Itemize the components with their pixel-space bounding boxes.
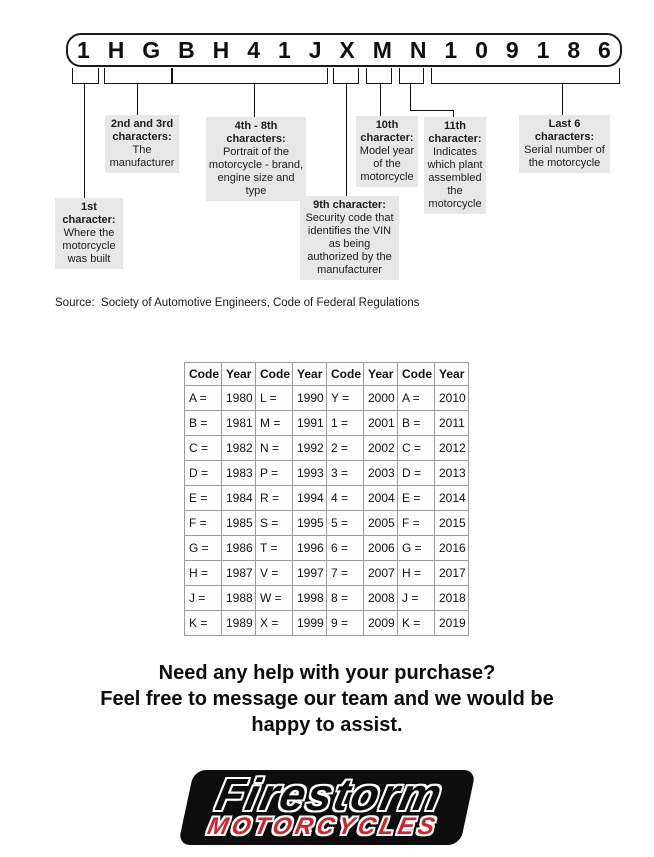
table-cell: G =	[185, 536, 222, 561]
column-header: Code	[398, 363, 435, 386]
table-cell: 5 =	[327, 511, 364, 536]
connector-line-10th	[380, 83, 381, 116]
table-cell: 1986	[222, 536, 256, 561]
column-header: Year	[364, 363, 398, 386]
bracket-2nd-3rd-characters	[104, 68, 172, 84]
table-cell: S =	[256, 511, 293, 536]
table-cell: 1992	[293, 436, 327, 461]
connector-line-4th-8th	[254, 83, 255, 117]
column-header: Code	[256, 363, 293, 386]
vin-character: J	[308, 36, 322, 63]
year-table-body	[185, 386, 469, 636]
table-cell: 1 =	[327, 411, 364, 436]
annotation-title: 2nd and 3rd characters:	[110, 118, 174, 143]
column-header: Code	[185, 363, 222, 386]
bracket-last-6-characters	[431, 68, 620, 84]
vin-character: 6	[598, 36, 611, 63]
table-row	[185, 386, 469, 411]
table-cell: L =	[256, 386, 293, 411]
table-cell: 1980	[222, 386, 256, 411]
vin-character: 1	[76, 36, 90, 63]
table-cell: 6 =	[327, 536, 364, 561]
connector-line-11th-drop	[453, 110, 454, 117]
logo-background-shape	[178, 770, 476, 845]
annotation-body: Model year of the motorcycle	[359, 145, 415, 183]
table-cell: B =	[398, 411, 435, 436]
annotation-title: 10th character:	[360, 119, 414, 144]
table-cell: K =	[398, 611, 435, 636]
table-cell: 1981	[222, 411, 256, 436]
vin-character: 1	[444, 36, 458, 63]
table-cell: 1998	[293, 586, 327, 611]
table-cell: 1999	[293, 611, 327, 636]
vin-character: H	[107, 36, 125, 63]
connector-line-last-6	[562, 83, 563, 115]
table-cell: 1985	[222, 511, 256, 536]
table-cell: 2 =	[327, 436, 364, 461]
annotation-title: 1st character:	[62, 201, 116, 226]
column-header: Code	[327, 363, 364, 386]
table-cell: 2014	[435, 486, 469, 511]
table-cell: 1987	[222, 561, 256, 586]
table-cell: J =	[398, 586, 435, 611]
table-cell: 2008	[364, 586, 398, 611]
table-cell: 1993	[293, 461, 327, 486]
vin-character: 4	[247, 36, 261, 63]
vin-character: N	[409, 36, 427, 63]
table-cell: 1997	[293, 561, 327, 586]
table-row	[185, 436, 469, 461]
table-cell: D =	[398, 461, 435, 486]
table-row	[185, 511, 469, 536]
vin-character: M	[372, 36, 392, 63]
connector-line-11th-vertical	[410, 83, 411, 110]
table-cell: 2005	[364, 511, 398, 536]
table-cell: W =	[256, 586, 293, 611]
table-cell: 2019	[435, 611, 469, 636]
table-cell: F =	[398, 511, 435, 536]
vin-character: 9	[505, 36, 519, 63]
table-cell: C =	[185, 436, 222, 461]
table-cell: 2002	[364, 436, 398, 461]
table-cell: 2016	[435, 536, 469, 561]
vin-character: X	[339, 36, 355, 63]
table-cell: 9 =	[327, 611, 364, 636]
table-cell: G =	[398, 536, 435, 561]
table-cell: 2009	[364, 611, 398, 636]
table-cell: 1990	[293, 386, 327, 411]
connector-line-2nd-3rd	[137, 83, 138, 115]
table-cell: P =	[256, 461, 293, 486]
table-cell: 2015	[435, 511, 469, 536]
table-cell: 2006	[364, 536, 398, 561]
annotation-2nd-3rd-characters	[105, 115, 179, 173]
annotation-body: The manufacturer	[109, 144, 175, 169]
table-cell: B =	[185, 411, 222, 436]
year-table-header	[185, 363, 469, 386]
table-cell: 1983	[222, 461, 256, 486]
annotation-body: Security code that identifies the VIN as being authorized by the manufacturer	[305, 212, 394, 276]
connector-line-11th-horizontal	[410, 110, 454, 111]
bracket-11th-character	[399, 68, 424, 84]
table-cell: 7 =	[327, 561, 364, 586]
connector-line-1st	[84, 83, 85, 198]
table-row	[185, 461, 469, 486]
table-cell: 2003	[364, 461, 398, 486]
table-header-row	[185, 363, 469, 386]
table-cell: 1989	[222, 611, 256, 636]
vin-character: H	[212, 36, 230, 63]
column-header: Year	[293, 363, 327, 386]
table-cell: F =	[185, 511, 222, 536]
annotation-4th-8th-characters	[206, 117, 306, 201]
table-cell: 2000	[364, 386, 398, 411]
table-cell: 1988	[222, 586, 256, 611]
table-cell: 8 =	[327, 586, 364, 611]
logo-brand-text: Firestorm	[211, 769, 448, 820]
vin-character: 0	[475, 36, 488, 63]
table-row	[185, 586, 469, 611]
logo-subtitle-text: MOTORCYCLES	[204, 813, 441, 840]
annotation-body: Where the motorcycle was built	[62, 227, 116, 265]
vin-character: B	[178, 36, 195, 63]
help-line: happy to assist.	[251, 714, 403, 736]
table-cell: 3 =	[327, 461, 364, 486]
table-cell: 1995	[293, 511, 327, 536]
table-cell: 2007	[364, 561, 398, 586]
table-cell: 1991	[293, 411, 327, 436]
annotation-10th-character	[356, 116, 418, 187]
table-cell: 4 =	[327, 486, 364, 511]
bracket-10th-character	[366, 68, 392, 84]
table-cell: M =	[256, 411, 293, 436]
table-cell: 1996	[293, 536, 327, 561]
source-citation: Source: Society of Automotive Engineers, Code of Federal Regulations	[55, 297, 420, 309]
table-cell: E =	[185, 486, 222, 511]
vin-code-box	[66, 33, 622, 67]
table-cell: 2017	[435, 561, 469, 586]
brand-logo	[0, 770, 654, 845]
table-cell: H =	[185, 561, 222, 586]
annotation-body: Serial number of the motorcycle	[524, 144, 605, 169]
annotation-title: 11th character:	[428, 120, 482, 145]
year-code-table	[184, 362, 469, 636]
table-cell: Y =	[327, 386, 364, 411]
vin-character: 8	[567, 36, 581, 63]
table-cell: 1982	[222, 436, 256, 461]
table-cell: J =	[185, 586, 222, 611]
table-cell: 2011	[435, 411, 469, 436]
table-cell: R =	[256, 486, 293, 511]
bracket-4th-8th-characters	[172, 68, 328, 84]
table-cell: 2001	[364, 411, 398, 436]
table-cell: D =	[185, 461, 222, 486]
table-cell: 2012	[435, 436, 469, 461]
table-cell: 2018	[435, 586, 469, 611]
annotation-body: Indicates which plant assembled the motorcycle	[427, 146, 483, 210]
table-cell: A =	[398, 386, 435, 411]
annotation-9th-character	[300, 196, 399, 280]
column-header: Year	[222, 363, 256, 386]
annotation-body: Portrait of the motorcycle - brand, engine size and type	[208, 146, 304, 197]
table-row	[185, 536, 469, 561]
table-row	[185, 561, 469, 586]
table-cell: H =	[398, 561, 435, 586]
help-message	[0, 660, 654, 738]
table-cell: E =	[398, 486, 435, 511]
bracket-9th-character	[333, 68, 359, 84]
help-line: Need any help with your purchase?	[158, 662, 496, 684]
bracket-1st-character	[72, 68, 99, 84]
help-line: Feel free to message our team and we would be	[100, 688, 554, 710]
table-cell: 2010	[435, 386, 469, 411]
annotation-1st-character	[55, 198, 123, 269]
table-cell: N =	[256, 436, 293, 461]
annotation-title: 4th - 8th characters:	[226, 120, 286, 145]
annotation-11th-character	[424, 117, 486, 214]
table-cell: 2013	[435, 461, 469, 486]
table-row	[185, 486, 469, 511]
table-cell: C =	[398, 436, 435, 461]
table-row	[185, 611, 469, 636]
table-cell: 2004	[364, 486, 398, 511]
table-cell: A =	[185, 386, 222, 411]
vin-character: G	[142, 36, 161, 63]
connector-line-9th	[346, 83, 347, 196]
table-cell: 1984	[222, 486, 256, 511]
table-cell: V =	[256, 561, 293, 586]
vin-character: 1	[536, 36, 550, 63]
column-header: Year	[435, 363, 469, 386]
table-cell: T =	[256, 536, 293, 561]
annotation-title: 9th character:	[313, 199, 386, 211]
table-cell: X =	[256, 611, 293, 636]
vin-character: 1	[277, 36, 291, 63]
table-cell: 1994	[293, 486, 327, 511]
annotation-title: Last 6 characters:	[534, 118, 595, 143]
annotation-last-6-characters	[519, 115, 610, 173]
table-cell: K =	[185, 611, 222, 636]
table-row	[185, 411, 469, 436]
